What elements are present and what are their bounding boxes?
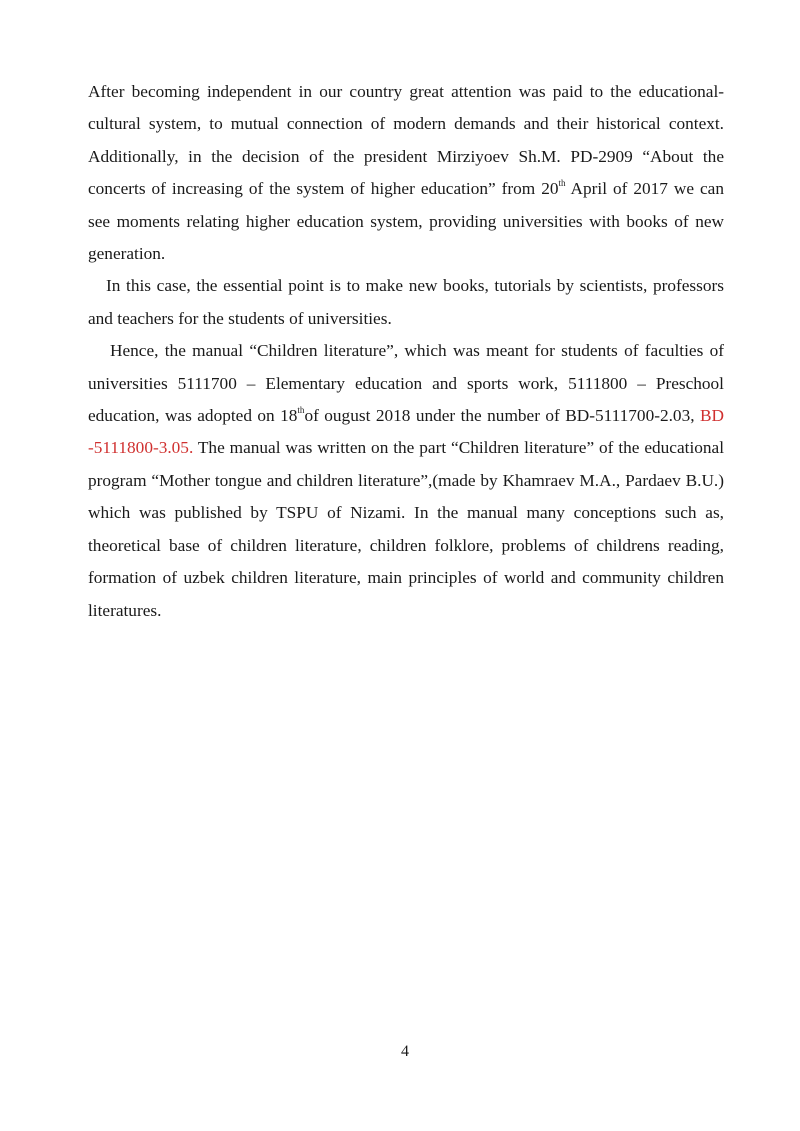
- page-number: 4: [401, 1043, 409, 1060]
- paragraph-manual-text-3: The manual was written on the part “Children literature” of the educational program “Mother tongue and children literature”,(made by Khamraev M.A., Pardaev B.U.) which was published by TSPU of Nizami. In the manual many conceptions such as, theoretical base of children literature, children folklore, problems of childrens reading, formation of uzbek children literature, main principles of world and community children literatures.: [88, 438, 724, 620]
- paragraph-intro: [88, 76, 724, 270]
- document-body: [88, 76, 724, 627]
- superscript-th-2: th: [297, 405, 305, 416]
- paragraph-manual: [88, 335, 724, 627]
- paragraph-essential-point-text: In this case, the essential point is to make new books, tutorials by scientists, professors and teachers for the students of universities.: [88, 276, 724, 328]
- red-highlight-code: BD -5111800-3.05.: [88, 406, 724, 458]
- paragraph-essential-point: [88, 270, 724, 335]
- paragraph-manual-text-2: of ougust 2018 under the number of BD-5111700-2.03,: [304, 406, 700, 426]
- paragraph-intro-text-1: After becoming independent in our country great attention was paid to the educational-cultural system, to mutual connection of modern demands and their historical context. Additionally, in the decision of the president Mirziyoev Sh.M. PD-2909 “About the concerts of increasing of the system of higher education” from 20: [88, 82, 724, 199]
- paragraph-manual-text-1: Hence, the manual “Children literature”, which was meant for students of faculties of universities 5111700 – Elementary education and sports work, 5111800 – Preschool education, was adopted on 18: [88, 341, 724, 426]
- paragraph-intro-text-2: April of 2017 we can see moments relating higher education system, providing universities with books of new generation.: [88, 179, 724, 264]
- superscript-th: th: [558, 178, 566, 189]
